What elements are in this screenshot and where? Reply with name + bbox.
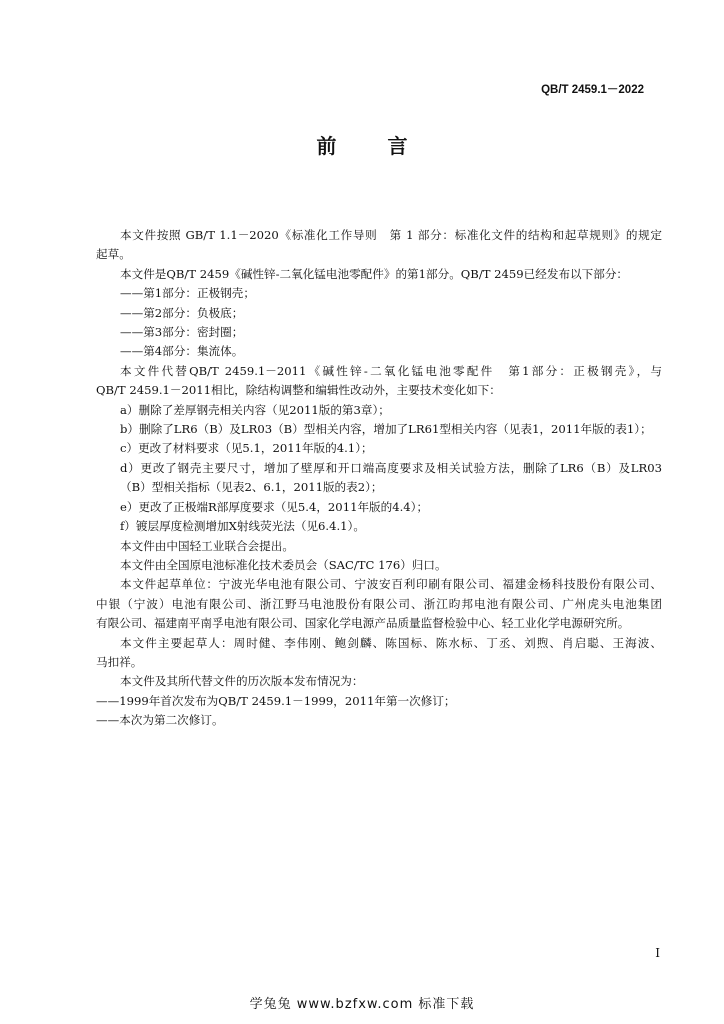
change-item-f: f）镀层厚度检测增加X射线荧光法（见6.4.1）。 <box>120 519 365 534</box>
change-item-e: e）更改了正极端R部厚度要求（见5.4，2011年版的4.4）； <box>120 499 429 514</box>
paragraph-drafters-line1: 本文件主要起草人：周时健、李伟刚、鲍剑麟、陈国标、陈水标、丁丞、刘煦、肖启聪、王海波、 <box>120 635 662 650</box>
paragraph-scope-line2: 起草。 <box>96 247 131 262</box>
change-item-b: b）删除了LR6（B）及LR03（B）型相关内容，增加了LR61型相关内容（见表1，2011年版的表1）； <box>120 422 652 437</box>
paragraph-history: 本文件及其所代替文件的历次版本发布情况为： <box>120 674 364 689</box>
change-item-a: a）删除了差厚钢壳相关内容（见2011版的第3章）； <box>120 402 390 417</box>
list-item-part2: ——第2部分：负极底； <box>120 305 244 320</box>
history-item-current: ——本次为第二次修订。 <box>96 713 224 728</box>
document-number: QB/T 2459.1－2022 <box>541 84 644 96</box>
list-item-part4: ——第4部分：集流体。 <box>120 344 244 359</box>
paragraph-drafting-units-line3: 有限公司、福建南平南孚电池有限公司、国家化学电源产品质量监督检验中心、轻工业化学电源研究所。 <box>96 616 630 631</box>
list-item-part3: ——第3部分：密封圈； <box>120 325 244 340</box>
paragraph-managed-by: 本文件由全国原电池标准化技术委员会（SAC/TC 176）归口。 <box>120 557 447 572</box>
list-item-part1: ——第1部分：正极钢壳； <box>120 286 255 301</box>
change-item-c: c）更改了材料要求（见5.1，2011年版的4.1）； <box>120 441 373 456</box>
paragraph-drafting-units-line1: 本文件起草单位：宁波光华电池有限公司、宁波安百利印刷有限公司、福建金杨科技股份有限公司、 <box>120 577 662 592</box>
page-number: I <box>655 946 660 960</box>
paragraph-proposed-by: 本文件由中国轻工业联合会提出。 <box>120 538 294 553</box>
foreword-body <box>96 226 662 731</box>
paragraph-replaces-line1: 本文件代替QB/T 2459.1－2011《碱性锌-二氧化锰电池零配件 第1部分：正极钢壳》，与 <box>120 363 662 378</box>
change-item-d-line2: （B）型相关指标（见表2、6.1，2011版的表2）； <box>120 480 383 495</box>
paragraph-replaces-line2: QB/T 2459.1－2011相比，除结构调整和编辑性改动外，主要技术变化如下： <box>96 383 501 398</box>
change-item-d-line1: d）更改了钢壳主要尺寸，增加了壁厚和开口端高度要求及相关试验方法，删除了LR6（B）及LR03 <box>120 460 662 475</box>
paragraph-series: 本文件是QB/T 2459《碱性锌-二氧化锰电池零配件》的第1部分。QB/T 2459已经发布以下部分： <box>120 266 629 281</box>
paragraph-drafters-line2: 马扣祥。 <box>96 654 143 669</box>
paragraph-drafting-units-line2: 中银（宁波）电池有限公司、浙江野马电池股份有限公司、浙江昀邦电池有限公司、广州虎头电池集团 <box>96 596 662 611</box>
page-title: 前 言 <box>316 134 430 158</box>
history-item-1999: ——1999年首次发布为QB/T 2459.1－1999，2011年第一次修订； <box>96 693 456 708</box>
footer-watermark: 学兔兔 www.bzfxw.com 标准下载 <box>249 997 475 1012</box>
paragraph-scope-line1: 本文件按照 GB/T 1.1－2020《标准化工作导则 第 1 部分：标准化文件的结构和起草规则》的规定 <box>120 228 662 242</box>
